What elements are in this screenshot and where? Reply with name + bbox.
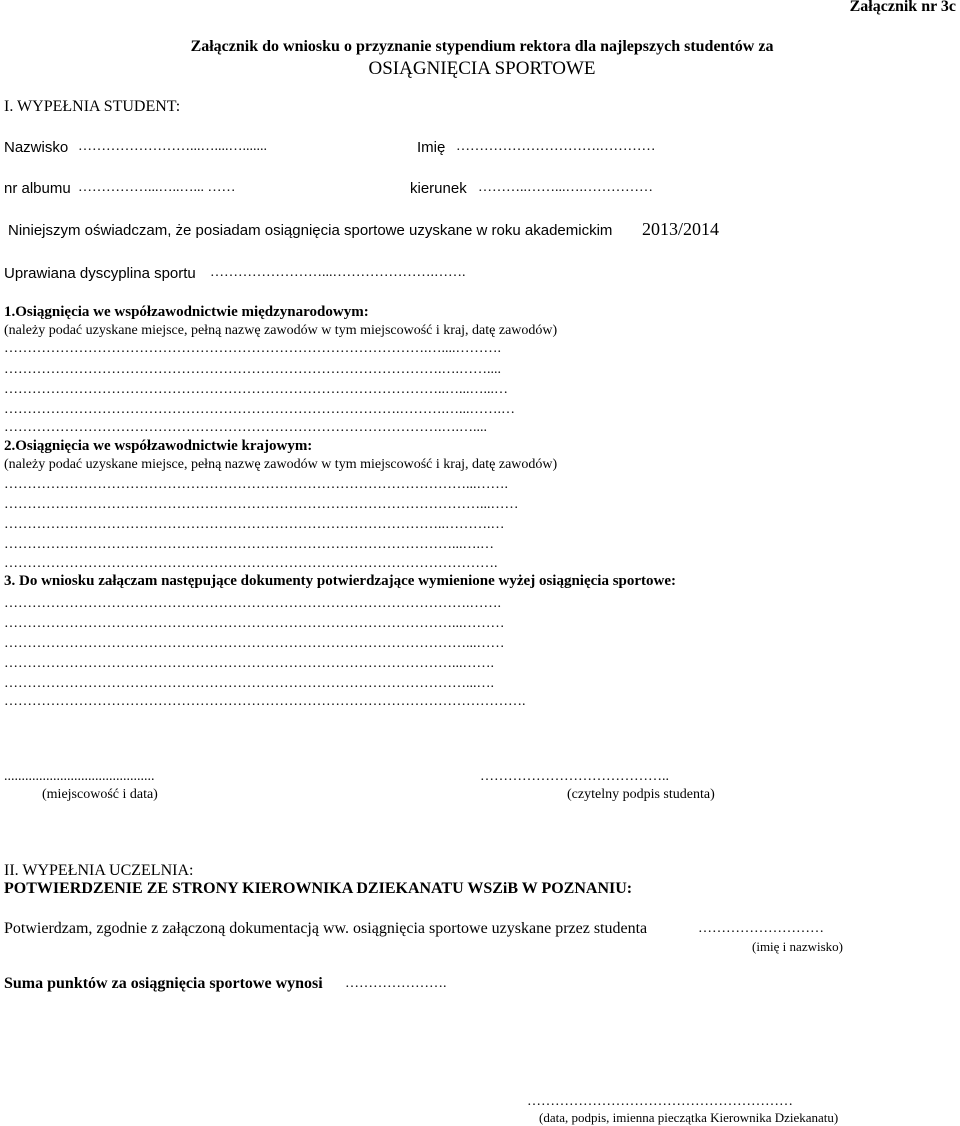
academic-year: 2013/2014 <box>642 219 720 239</box>
student-signature-label: (czytelny podpis studenta) <box>567 787 715 802</box>
national-line[interactable]: …………………………………………………………………………………………...…… <box>4 497 519 512</box>
national-line[interactable]: ……………………………………………………………………………………………. <box>4 556 498 571</box>
discipline-label: Uprawiana dyscyplina sportu <box>4 265 196 282</box>
national-line[interactable]: ………………………………………………………………………………………...……. <box>4 477 508 492</box>
national-hint: (należy podać uzyskane miejsce, pełną nazwę zawodów w tym miejscowość i kraj, datę zawodów) <box>4 457 558 472</box>
attachment-line[interactable]: ……………………………………………………………………………………...……… <box>4 616 505 631</box>
attachment-line[interactable]: ……………………………………………………………………………………...……. <box>4 656 494 671</box>
section1-heading: I. WYPEŁNIA STUDENT: <box>4 98 181 115</box>
points-field[interactable]: …………………. <box>345 976 447 991</box>
points-label: Suma punktów za osiągnięcia sportowe wynosi <box>4 975 323 992</box>
declaration-text: Niniejszym oświadczam, że posiadam osiągnięcia sportowe uzyskane w roku akademickim <box>8 222 613 239</box>
international-line[interactable]: …………………………………………………………………………………..…...…...… <box>4 382 508 397</box>
surname-field[interactable]: ……………………...…....…....... <box>78 139 267 154</box>
discipline-field[interactable]: ……………………...………………….……. <box>210 265 466 280</box>
dean-signature-field[interactable]: ………………………………………………… <box>527 1094 793 1109</box>
attachments-heading: 3. Do wniosku załączam następujące dokumenty potwierdzające wymienione wyżej osiągnięcia sportowe: <box>4 573 677 589</box>
international-line[interactable]: ………………………………………………………………………….……….…...…….… <box>4 402 515 417</box>
attachment-line[interactable]: ………………………………………………………………………………………...…. <box>4 676 494 691</box>
section2-subheading: POTWIERDZENIE ZE STRONY KIEROWNIKA DZIEKANATU WSZiB W POZNANIU: <box>4 880 633 897</box>
name-label: Imię <box>417 139 446 156</box>
dean-signature-label: (data, podpis, imienna pieczątka Kierownika Dziekanatu) <box>539 1110 839 1125</box>
name-field[interactable]: ………………………….………… <box>456 139 656 154</box>
place-date-label: (miejscowość i data) <box>42 787 158 802</box>
international-line[interactable]: ………………………………………………………………………………….….….... <box>4 420 487 435</box>
section2-heading: II. WYPEŁNIA UCZELNIA: <box>4 862 194 879</box>
place-date-field[interactable]: ........................................... <box>4 769 155 784</box>
surname-label: Nazwisko <box>4 139 69 156</box>
student-signature-field[interactable]: ………………………………….. <box>480 769 669 784</box>
student-name-hint: (imię i nazwisko) <box>752 939 843 954</box>
annex-label: Załącznik nr 3c <box>849 0 956 15</box>
international-heading: 1.Osiągnięcia we współzawodnictwie międzynarodowym: <box>4 304 369 320</box>
album-field[interactable]: ……………...…..…... …… <box>78 180 236 195</box>
international-line[interactable]: ……………………………………………………………………………….…....………. <box>4 341 501 356</box>
album-label: nr albumu <box>4 180 71 197</box>
national-heading: 2.Osiągnięcia we współzawodnictwie krajowym: <box>4 438 313 454</box>
field-of-study-field[interactable]: ………..……...….…………… <box>478 180 653 195</box>
student-name-field[interactable]: ……………………… <box>698 921 824 936</box>
international-line[interactable]: ………………………………………………………………………………….….…….... <box>4 362 501 377</box>
field-of-study-label: kierunek <box>410 180 467 197</box>
national-line[interactable]: …………………………………………………………………………………..……….… <box>4 517 505 532</box>
national-line[interactable]: ……………………………………………………………………………………...….… <box>4 537 494 552</box>
attachment-line[interactable]: ……………………………………………………………………………………….……. <box>4 596 501 611</box>
attachment-line[interactable]: …………………………………………………………………………………………………. <box>4 694 526 709</box>
form-subtitle: Załącznik do wniosku o przyznanie stypendium rektora dla najlepszych studentów za <box>190 38 774 55</box>
attachment-line[interactable]: ………………………………………………………………………………………...…… <box>4 636 505 651</box>
confirmation-text: Potwierdzam, zgodnie z załączoną dokumentacją ww. osiągnięcia sportowe uzyskane przez studenta <box>4 920 648 937</box>
form-title: OSIĄGNIĘCIA SPORTOWE <box>368 58 596 79</box>
international-hint: (należy podać uzyskane miejsce, pełną nazwę zawodów w tym miejscowość i kraj, datę zawodów) <box>4 323 558 338</box>
